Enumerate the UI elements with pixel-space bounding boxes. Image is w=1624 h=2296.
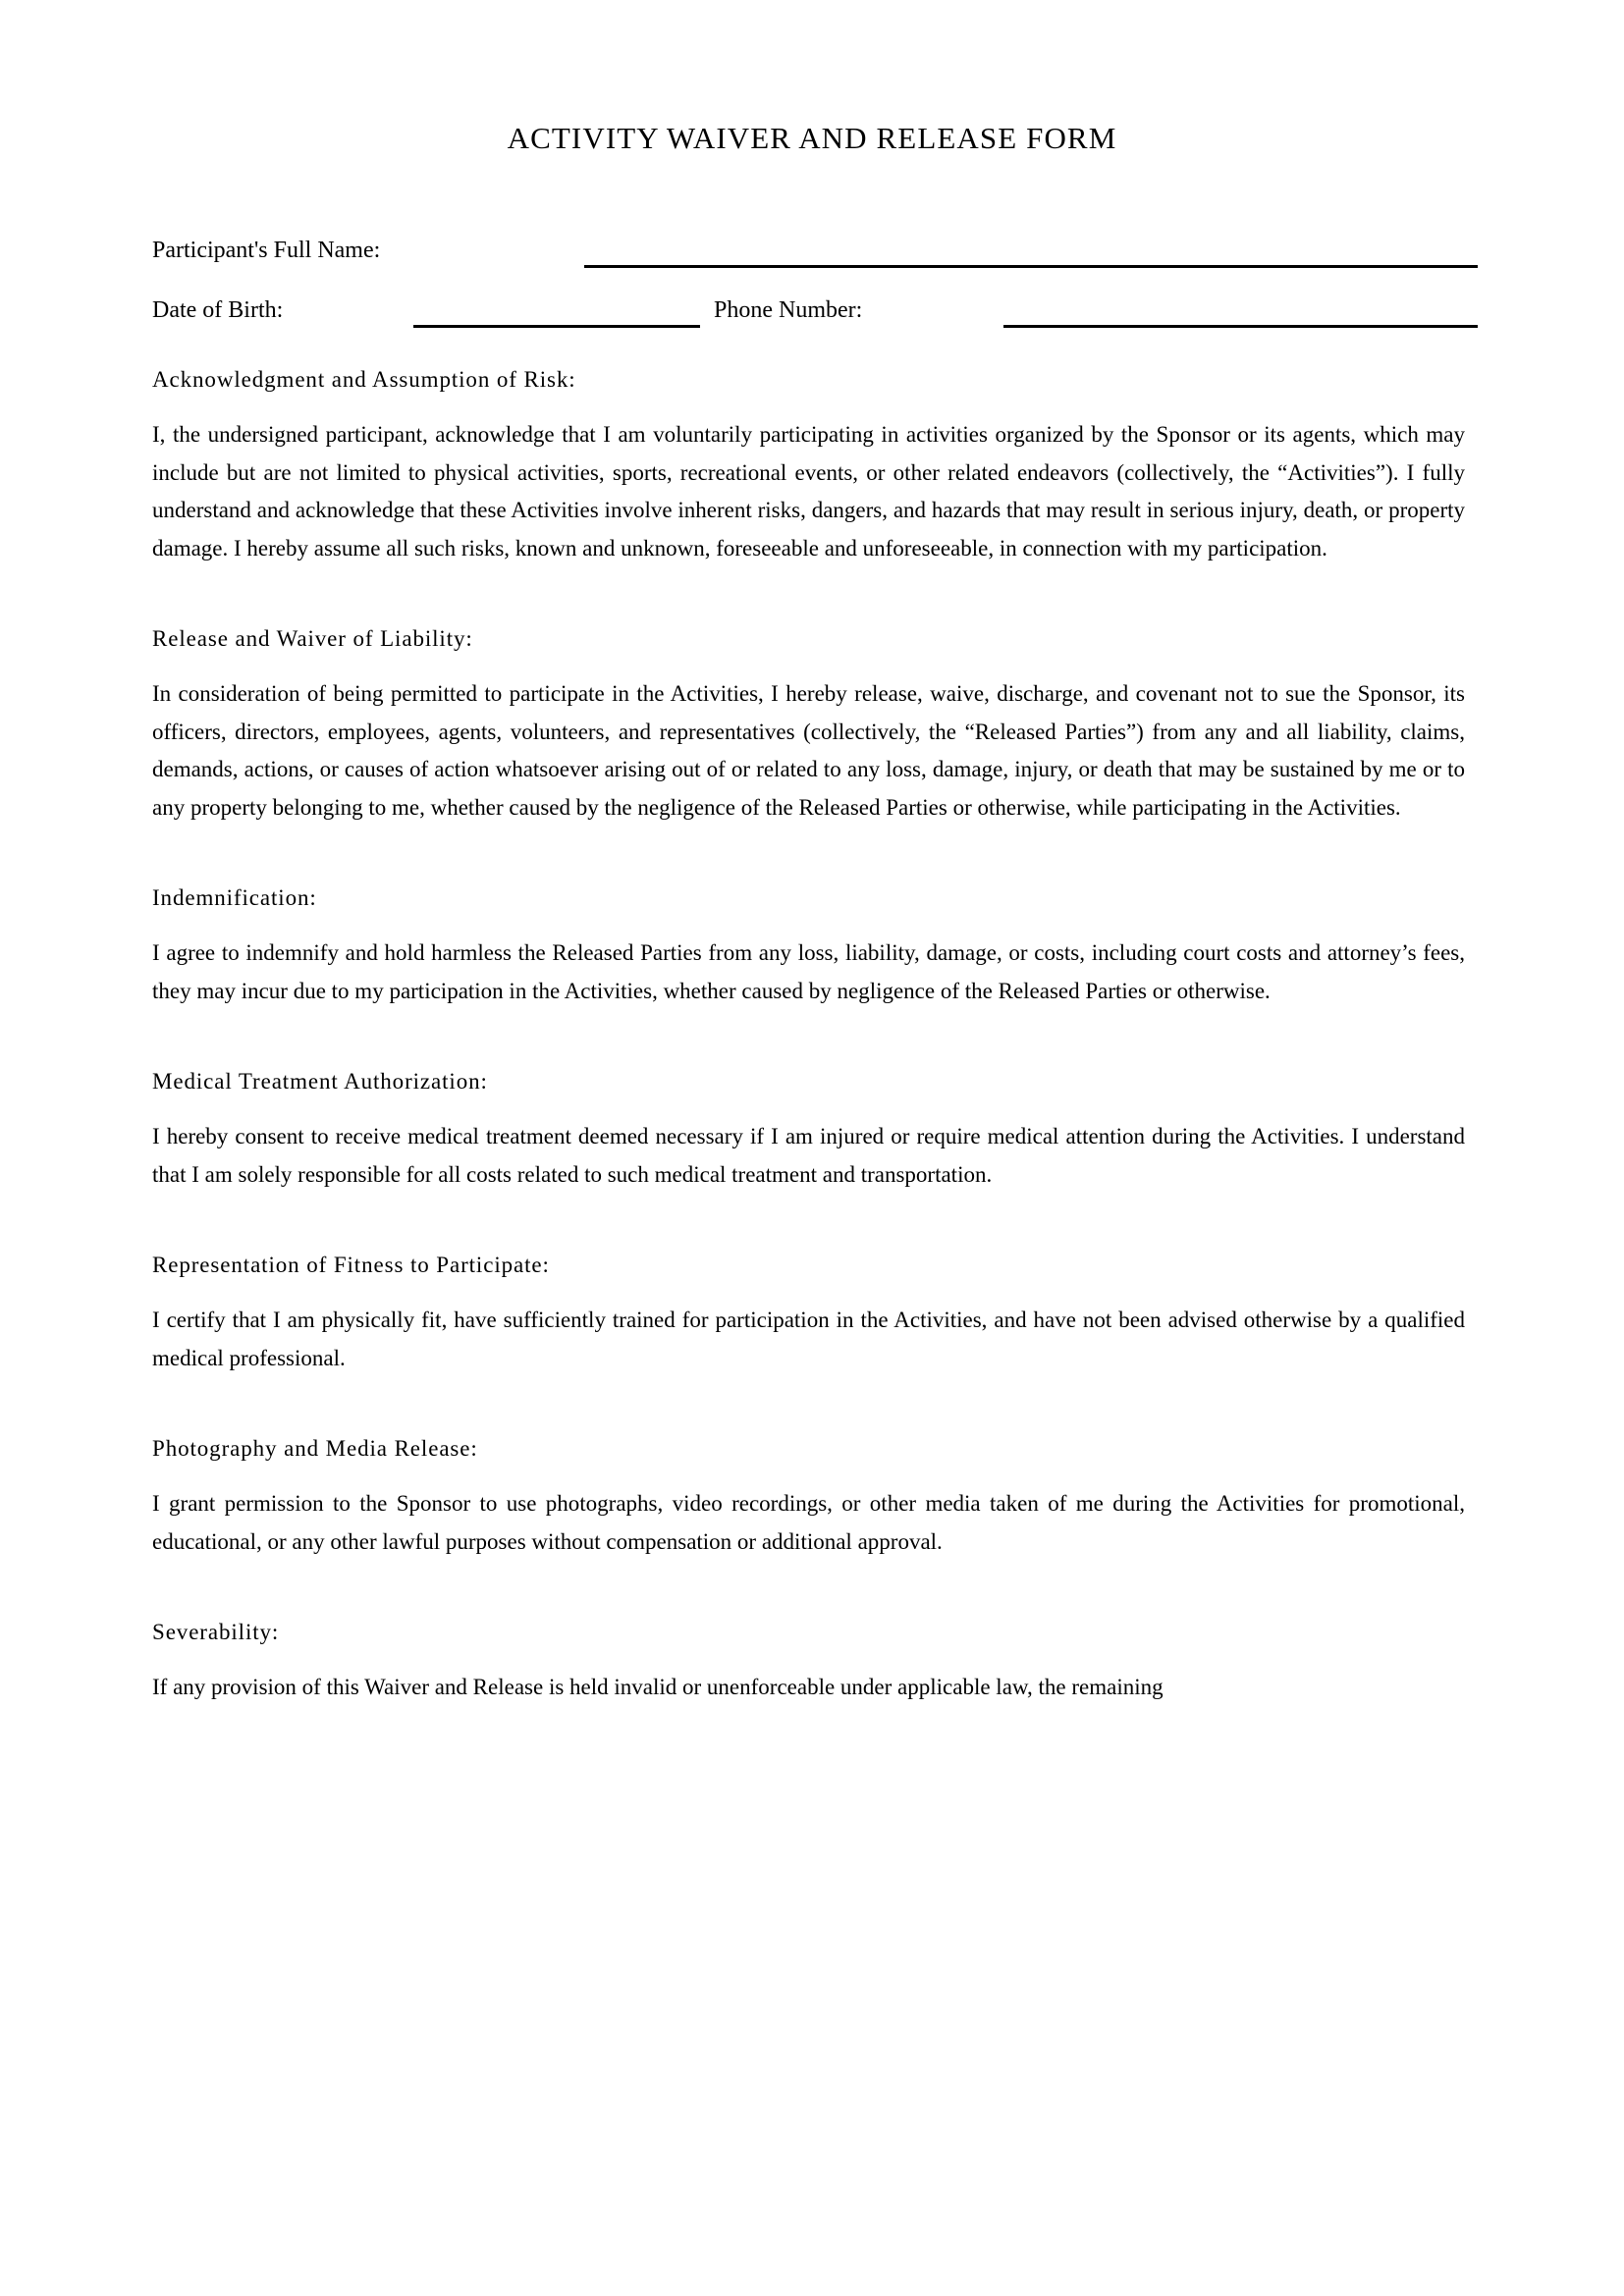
section-heading: Photography and Media Release: <box>152 1436 478 1461</box>
section-body: I grant permission to the Sponsor to use photographs, video recordings, or other media taken of me during the Activities for promotional, educational, or any other lawful purposes without compensation or additional approval. <box>152 1491 1465 1554</box>
phone-number-label: Phone Number: <box>714 297 863 323</box>
section-severability <box>152 1618 1465 1707</box>
section-heading: Medical Treatment Authorization: <box>152 1069 488 1094</box>
section-body: I hereby consent to receive medical treatment deemed necessary if I am injured or require medical attention during the Activities. I understand that I am solely responsible for all costs related to such medical treatment and transportation. <box>152 1124 1465 1187</box>
participant-name-field-row <box>152 235 1478 274</box>
section-photography-media <box>152 1434 1465 1561</box>
section-body: I agree to indemnify and hold harmless the Released Parties from any loss, liability, damage, or costs, including court costs and attorney’s fees, they may incur due to my participation in the Activities, whether caused by negligence of the Released Parties or otherwise. <box>152 940 1465 1003</box>
document-sections <box>152 365 1465 1707</box>
dob-phone-field-row <box>152 294 1478 334</box>
participant-name-label: Participant's Full Name: <box>152 238 381 263</box>
section-fitness-representation <box>152 1251 1465 1377</box>
section-medical-treatment <box>152 1067 1465 1194</box>
section-body: I certify that I am physically fit, have sufficiently trained for participation in the Activities, and have not been advised otherwise by a qualified medical professional. <box>152 1308 1465 1370</box>
section-heading: Indemnification: <box>152 885 317 910</box>
section-body: In consideration of being permitted to participate in the Activities, I hereby release, waive, discharge, and covenant not to sue the Sponsor, its officers, directors, employees, agents, volunteers, and representatives (collectively, the “Released Parties”) from any and all liability, claims, demands, actions, or causes of action whatsoever arising out of or related to any loss, damage, injury, or death that may be sustained by me or to any property belonging to me, whether caused by the negligence of the Released Parties or otherwise, while participating in the Activities. <box>152 681 1465 820</box>
section-heading: Acknowledgment and Assumption of Risk: <box>152 367 576 392</box>
date-of-birth-label: Date of Birth: <box>152 297 284 323</box>
section-heading: Severability: <box>152 1620 280 1644</box>
section-heading: Release and Waiver of Liability: <box>152 626 473 651</box>
section-body: If any provision of this Waiver and Release is held invalid or unenforceable under applicable law, the remaining <box>152 1675 1164 1699</box>
participant-name-input-rule[interactable] <box>584 265 1478 268</box>
date-of-birth-input-rule[interactable] <box>413 325 700 328</box>
page-title: ACTIVITY WAIVER AND RELEASE FORM <box>507 121 1117 155</box>
section-release-waiver <box>152 624 1465 827</box>
section-indemnification <box>152 883 1465 1010</box>
section-heading: Representation of Fitness to Participate: <box>152 1253 550 1277</box>
section-body: I, the undersigned participant, acknowledge that I am voluntarily participating in activities organized by the Sponsor or its agents, which may include but are not limited to physical activities, sports, recreational events, or other related endeavors (collectively, the “Activities”). I fully understand and acknowledge that these Activities involve inherent risks, dangers, and hazards that may result in serious injury, death, or property damage. I hereby assume all such risks, known and unknown, foreseeable and unforeseeable, in connection with my participation. <box>152 422 1465 561</box>
phone-number-input-rule[interactable] <box>1003 325 1478 328</box>
section-acknowledgment <box>152 365 1465 567</box>
